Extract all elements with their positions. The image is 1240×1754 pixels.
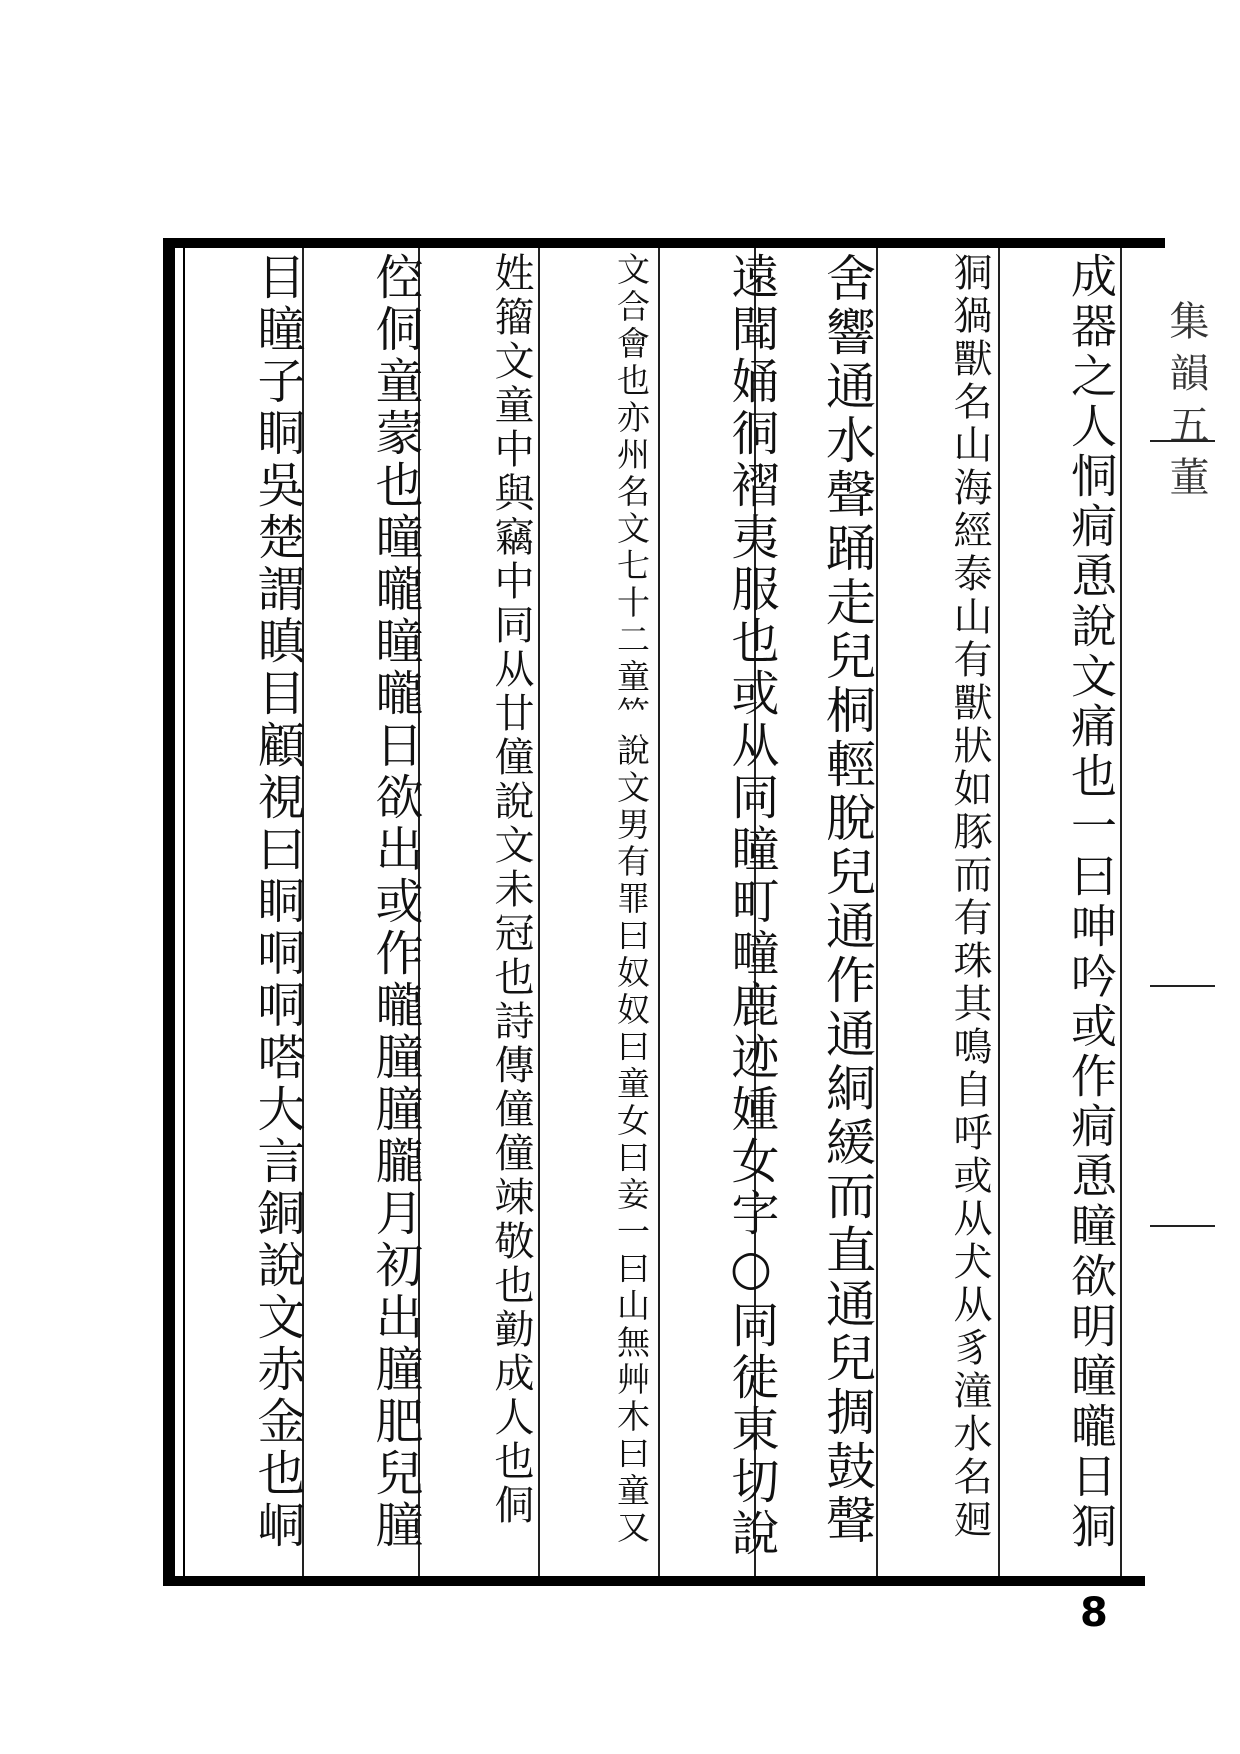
frame-top-border [165,238,1165,248]
text-column-7 [306,252,424,1570]
column-text: 舍響通水聲踊走兒桐輕脫兒通作通絧緩而直通兒㨄鼓聲 [818,252,876,1548]
column-text: 遠聞㛚㣚褶夷服也或从同瞳町疃鹿迹媑女字○同徒東切說 [723,252,779,1560]
text-column-5 [542,252,660,1570]
frame-left-inner-border [183,248,185,1576]
text-column-6 [422,252,540,1570]
column-text: 倥侗童蒙也曈曨瞳曨日欲出或作曨朣朣朧月初出朣肥兒朣 [367,252,423,1552]
frame-bottom-border [165,1576,1145,1586]
column-text: 目瞳子眮吳楚謂瞋目顧視曰眮哃哃嗒大言銅說文赤金也峒 [249,252,305,1552]
page-number: 8 [1080,1590,1108,1636]
margin-rule [1150,1225,1215,1227]
frame-left-border [163,238,175,1586]
column-text: 姓籀文童中與竊中同从廿僮說文未冠也詩傳僮僮竦敬也勭成人也侗 [488,252,534,1528]
column-rule [1120,248,1122,1576]
column-rule [876,248,878,1576]
text-column-2 [880,252,998,1570]
column-text: 狪猧獸名山海經泰山有獸狀如豚而有珠其鳴自呼或从犬从豸潼水名㢠 [947,252,992,1542]
text-column-8 [188,252,306,1570]
column-rule [998,248,1000,1576]
text-column-1 [1002,252,1120,1570]
column-text: 文合會也亦州名文七十二童𥫗說文男有罪曰奴奴曰童女曰妾一曰山無艸木曰童又 [612,252,651,1547]
text-column-4 [662,252,780,1570]
margin-label: 集韻五董 [1163,300,1209,508]
column-text: 成器之人恫痌恿說文痛也一曰呻吟或作痌恿瞳欲明曈曨日狪 [1064,252,1118,1552]
